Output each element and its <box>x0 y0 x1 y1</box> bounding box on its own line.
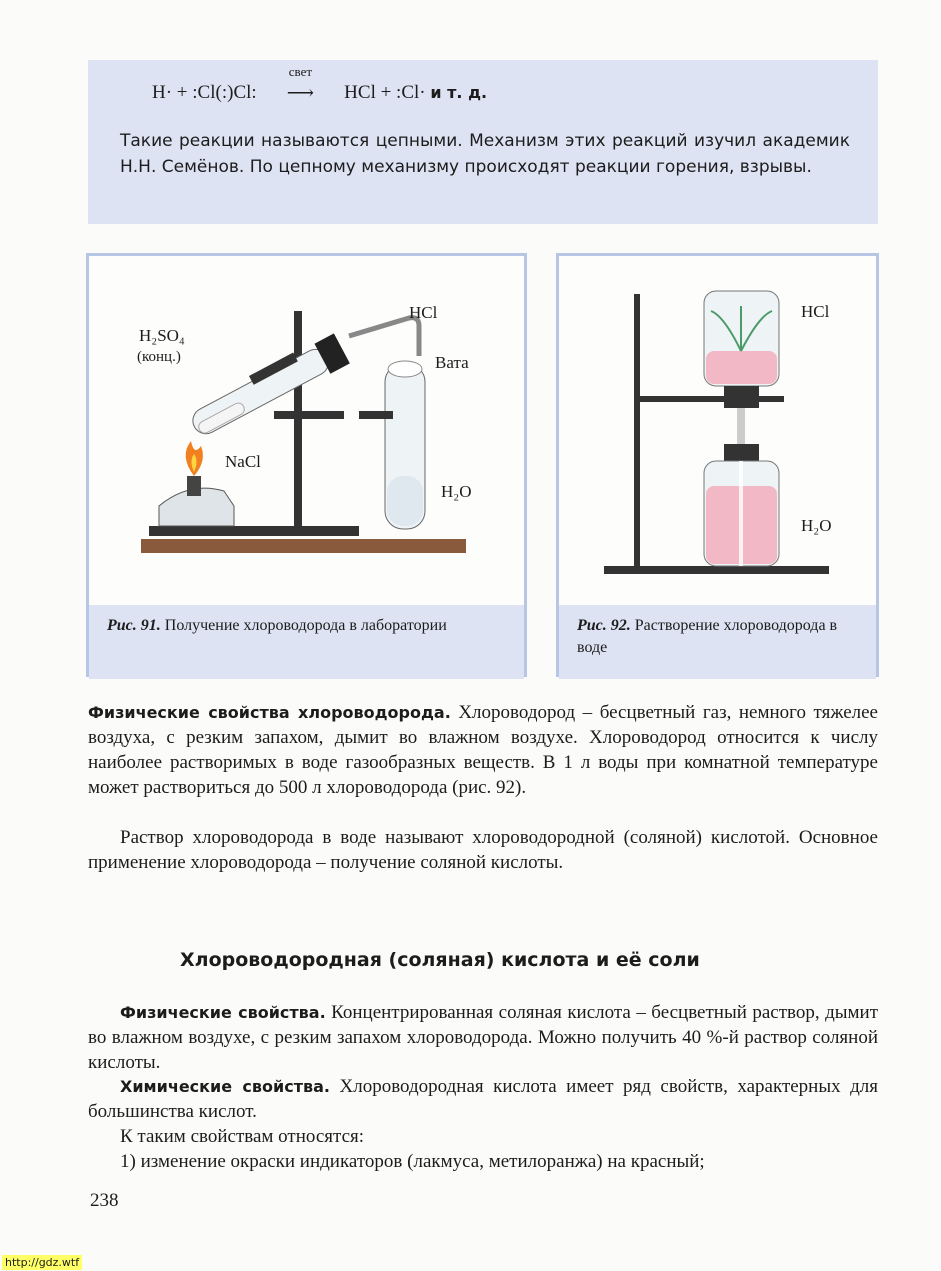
paragraph-text: Концентрированная соляная кислота – бесцветный раствор, дымит во влажном воздухе, с резким запахом хлороводорода. Можно получить 40 %-й раствор соляной кислоты. <box>88 1002 878 1073</box>
paragraph-properties-intro: К таким свойствам относятся: <box>120 1126 365 1147</box>
paragraph-text: Хлороводород – бесцветный газ, немного тяжелее воздуха, с резким запахом, дымит во влажном воздухе. Хлороводород относится к числу наиболее растворимых в воде газообразных веществ. В 1 л воды при комнатной температуре может раствориться до 500 л хлороводорода (рис. 92). <box>88 702 878 798</box>
eq-rhs: HCl + :Cl· <box>344 82 426 103</box>
arrow-icon: ⟶ <box>286 83 315 105</box>
figure-92-caption <box>559 605 876 679</box>
paragraph-text: Хлороводородная кислота имеет ряд свойств, характерных для большинства кислот. <box>88 1076 879 1122</box>
figure-91-caption-text: Получение хлороводорода в лаборатории <box>164 617 447 634</box>
figure-92-number: Рис. 92. <box>577 617 631 634</box>
chain-reaction-note: Такие реакции называются цепными. Механизм этих реакций изучил академик Н.Н. Семёнов. По цепному механизму происходят реакции горения, взрывы. <box>120 131 850 177</box>
reaction-arrow <box>261 64 339 105</box>
paragraph-lead: Физические свойства. <box>120 1003 326 1022</box>
paragraph-lead: Химические свойства. <box>120 1077 330 1096</box>
label-hcl: HCl <box>801 302 830 321</box>
label-h2so4: H₂SO₄ <box>139 326 185 345</box>
eq-lhs: H· + <box>152 82 193 103</box>
label-h2o: H₂O <box>801 516 832 535</box>
chain-reaction-equation <box>152 64 488 105</box>
label-conc: (конц.) <box>137 349 181 365</box>
label-nacl: NaCl <box>225 452 261 471</box>
eq-tail: и т. д. <box>430 83 488 102</box>
eq-cl-left: :Cl <box>192 82 216 103</box>
list-item: 1) изменение окраски индикаторов (лакмуса, метилоранжа) на красный; <box>120 1151 705 1172</box>
eq-cl-right: Cl: <box>233 82 257 103</box>
section-heading: Хлороводородная (соляная) кислота и её соли <box>180 949 700 971</box>
paragraph-hcl-physical <box>88 700 878 800</box>
lab-hcl-apparatus-illustration <box>89 256 524 606</box>
figure-91-caption <box>89 605 524 679</box>
watermark-link[interactable]: http://gdz.wtf <box>2 1255 82 1270</box>
label-wool: Вата <box>435 353 469 372</box>
arrow-label: свет <box>288 64 313 80</box>
figure-92-caption-text: Растворение хлороводорода в воде <box>577 617 838 656</box>
eq-cl-mid: (:) <box>215 82 234 103</box>
label-h2o: H₂O <box>441 482 472 501</box>
paragraph-acid-physical <box>88 1000 878 1075</box>
paragraph-acid-chemical <box>88 1074 878 1124</box>
label-hcl: HCl <box>409 303 438 322</box>
page-number: 238 <box>90 1190 119 1211</box>
figure-91-number: Рис. 91. <box>107 617 161 634</box>
paragraph-hydrochloric-acid: Раствор хлороводорода в воде называют хлороводородной (соляной) кислотой. Основное применение хлороводорода – получение соляной кислоты. <box>88 827 878 873</box>
paragraph-lead: Физические свойства хлороводорода. <box>88 703 451 722</box>
